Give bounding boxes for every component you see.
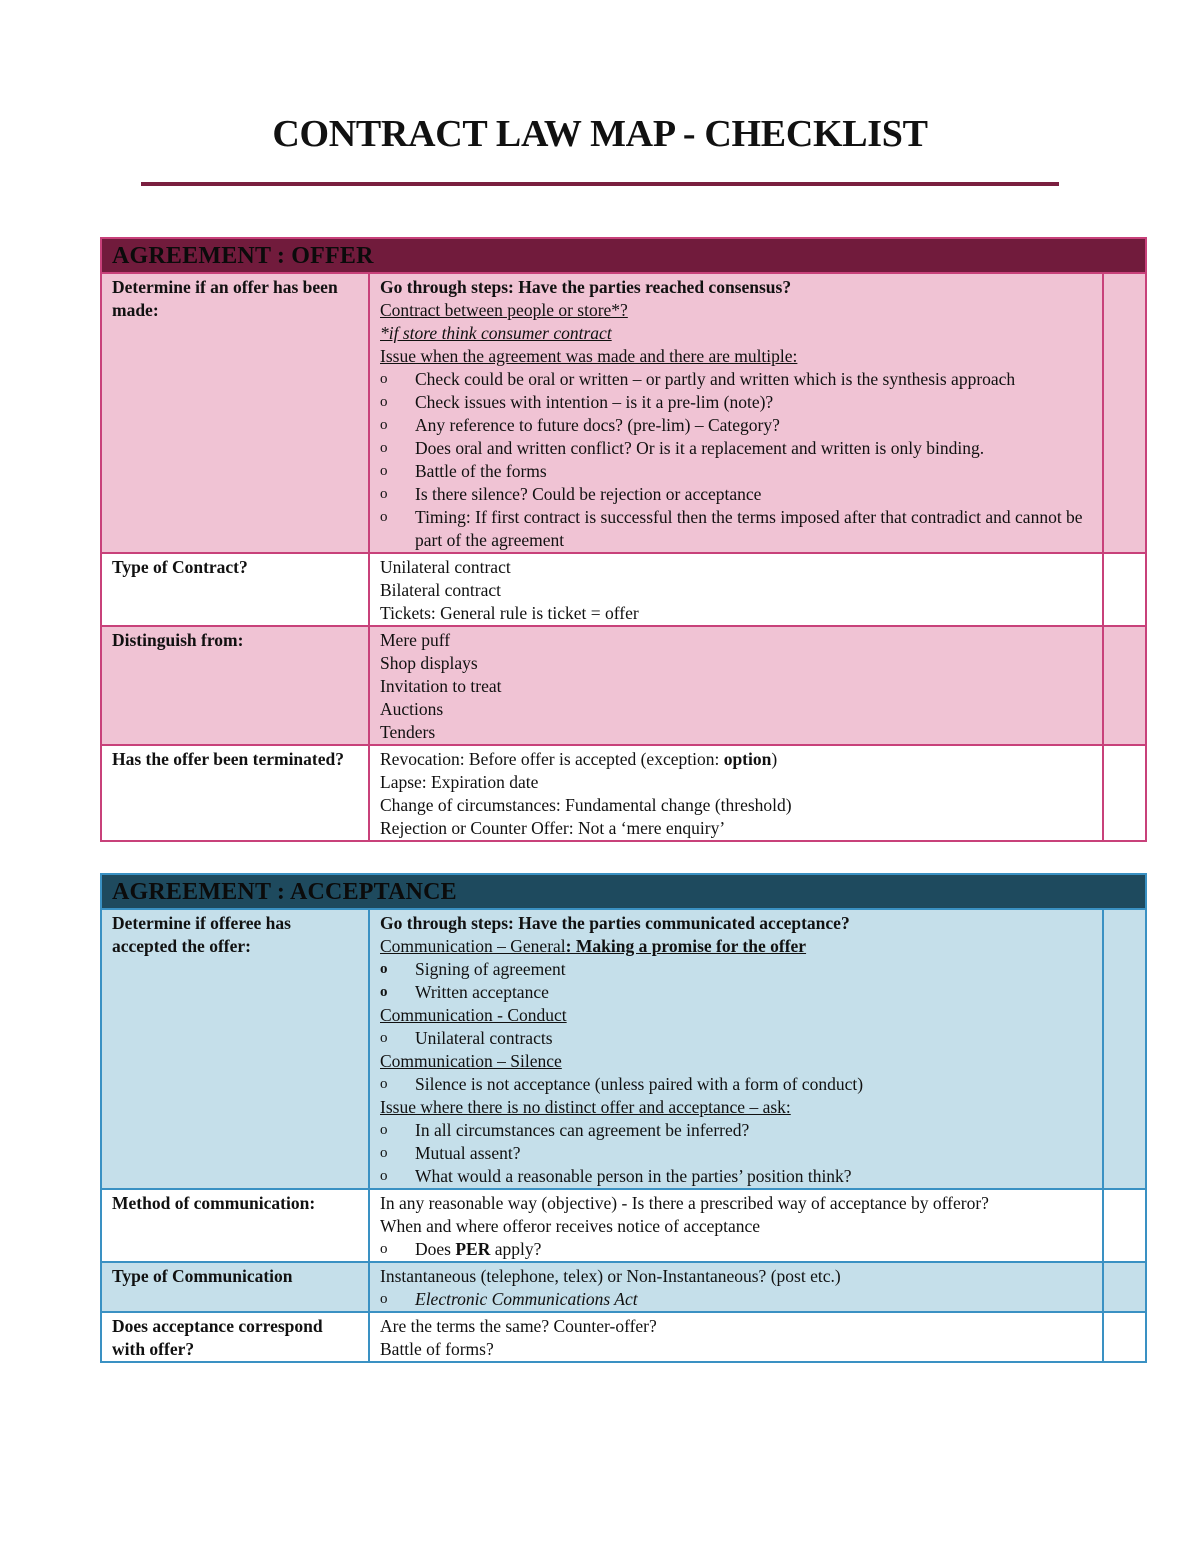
- bullet-icon: o: [380, 1145, 388, 1161]
- row-content: [369, 626, 1103, 745]
- list-item: o Silence is not acceptance (unless paired with a form of conduct): [380, 1074, 864, 1094]
- row-line: Shop displays: [380, 653, 478, 673]
- row-line: Invitation to treat: [380, 676, 502, 696]
- bullet-icon: o: [380, 984, 388, 1000]
- table-row: [101, 1262, 1146, 1312]
- list-item: o Mutual assent?: [380, 1143, 521, 1163]
- offer-heading-row: [101, 238, 1146, 273]
- bullet-icon: o: [380, 463, 388, 479]
- row-content: [369, 1312, 1103, 1362]
- check-cell: [1103, 909, 1146, 1189]
- row-content: [369, 1262, 1103, 1312]
- row-line: Issue when the agreement was made and there are multiple:: [380, 346, 798, 366]
- row-line: Go through steps: Have the parties communicated acceptance?: [380, 913, 850, 933]
- row-line: Go through steps: Have the parties reached consensus?: [380, 277, 792, 297]
- row-label: Type of Contract?: [101, 553, 369, 626]
- list-item: o Does PER apply?: [380, 1239, 542, 1259]
- list-item: o What would a reasonable person in the parties’ position think?: [380, 1166, 852, 1186]
- row-label: Type of Communication: [101, 1262, 369, 1312]
- list-item: o Any reference to future docs? (pre-lim) – Category?: [380, 415, 780, 435]
- row-content: [369, 1189, 1103, 1262]
- check-cell: [1103, 273, 1146, 553]
- list-item: o Does oral and written conflict? Or is it a replacement and written is only binding.: [380, 438, 985, 458]
- row-content: [369, 909, 1103, 1189]
- bullet-icon: o: [380, 1168, 388, 1184]
- bullet-icon: o: [380, 509, 388, 525]
- bullet-icon: o: [380, 1122, 388, 1138]
- table-row: [101, 553, 1146, 626]
- bullet-icon: o: [380, 394, 388, 410]
- bullet-icon: o: [380, 1241, 388, 1257]
- list-item: o Unilateral contracts: [380, 1028, 553, 1048]
- table-row: [101, 745, 1146, 841]
- list-item: o Timing: If first contract is successful then the terms imposed after that contradict and cannot be part of the agreement: [380, 507, 1083, 550]
- list-item: o Check could be oral or written – or partly and written which is the synthesis approach: [380, 369, 1016, 389]
- acceptance-table: [100, 873, 1147, 1363]
- offer-heading: AGREEMENT : OFFER: [101, 238, 1146, 273]
- row-line: Tenders: [380, 722, 436, 742]
- row-line: Lapse: Expiration date: [380, 772, 539, 792]
- list-item: o Signing of agreement: [380, 959, 566, 979]
- bullet-icon: o: [380, 417, 388, 433]
- row-line: Communication - Conduct: [380, 1005, 567, 1025]
- check-cell: [1103, 1312, 1146, 1362]
- table-row: [101, 909, 1146, 1189]
- row-line: Mere puff: [380, 630, 451, 650]
- check-cell: [1103, 626, 1146, 745]
- row-line: Auctions: [380, 699, 444, 719]
- document-title: CONTRACT LAW MAP - CHECKLIST: [272, 113, 928, 155]
- row-label: Determine if offeree has accepted the offer:: [101, 909, 369, 1189]
- table-row: [101, 273, 1146, 553]
- row-line: When and where offeror receives notice of acceptance: [380, 1216, 761, 1236]
- acceptance-heading: AGREEMENT : ACCEPTANCE: [101, 874, 1146, 909]
- row-line: Issue where there is no distinct offer and acceptance – ask:: [380, 1097, 791, 1117]
- row-line: *if store think consumer contract: [380, 323, 612, 343]
- offer-table: [100, 237, 1147, 842]
- check-cell: [1103, 1262, 1146, 1312]
- row-content: [369, 553, 1103, 626]
- list-item: o Written acceptance: [380, 982, 549, 1002]
- row-line: Rejection or Counter Offer: Not a ‘mere enquiry’: [380, 818, 726, 838]
- row-line: Instantaneous (telephone, telex) or Non-Instantaneous? (post etc.): [380, 1266, 841, 1286]
- row-line: Change of circumstances: Fundamental change (threshold): [380, 795, 792, 815]
- row-line: Revocation: Before offer is accepted (exception: option): [380, 749, 778, 769]
- row-line: Contract between people or store*?: [380, 300, 628, 320]
- row-label: Distinguish from:: [101, 626, 369, 745]
- row-label: Determine if an offer has been made:: [101, 273, 369, 553]
- bullet-icon: o: [380, 1030, 388, 1046]
- check-cell: [1103, 745, 1146, 841]
- acceptance-heading-row: [101, 874, 1146, 909]
- row-content: [369, 273, 1103, 553]
- list-item: o In all circumstances can agreement be inferred?: [380, 1120, 750, 1140]
- table-row: [101, 626, 1146, 745]
- list-item: o Is there silence? Could be rejection or acceptance: [380, 484, 762, 504]
- row-line: Are the terms the same? Counter-offer?: [380, 1316, 657, 1336]
- row-line: Battle of forms?: [380, 1339, 494, 1359]
- row-label: Has the offer been terminated?: [101, 745, 369, 841]
- row-line: Communication – Silence: [380, 1051, 562, 1071]
- check-cell: [1103, 1189, 1146, 1262]
- list-item: o Electronic Communications Act: [380, 1289, 638, 1309]
- row-line: Bilateral contract: [380, 580, 501, 600]
- bullet-icon: o: [380, 371, 388, 387]
- row-line: Tickets: General rule is ticket = offer: [380, 603, 639, 623]
- table-row: [101, 1189, 1146, 1262]
- row-line: Communication – General: Making a promise for the offer: [380, 936, 807, 956]
- row-label: Method of communication:: [101, 1189, 369, 1262]
- table-row: [101, 1312, 1146, 1362]
- row-content: [369, 745, 1103, 841]
- list-item: o Check issues with intention – is it a pre-lim (note)?: [380, 392, 774, 412]
- row-label: Does acceptance correspond with offer?: [101, 1312, 369, 1362]
- row-line: In any reasonable way (objective) - Is there a prescribed way of acceptance by offeror?: [380, 1193, 989, 1213]
- bullet-icon: o: [380, 1076, 388, 1092]
- title-divider: [141, 182, 1059, 186]
- check-cell: [1103, 553, 1146, 626]
- bullet-icon: o: [380, 440, 388, 456]
- bullet-icon: o: [380, 1291, 388, 1307]
- row-line: Unilateral contract: [380, 557, 511, 577]
- bullet-icon: o: [380, 961, 388, 977]
- list-item: o Battle of the forms: [380, 461, 547, 481]
- bullet-icon: o: [380, 486, 388, 502]
